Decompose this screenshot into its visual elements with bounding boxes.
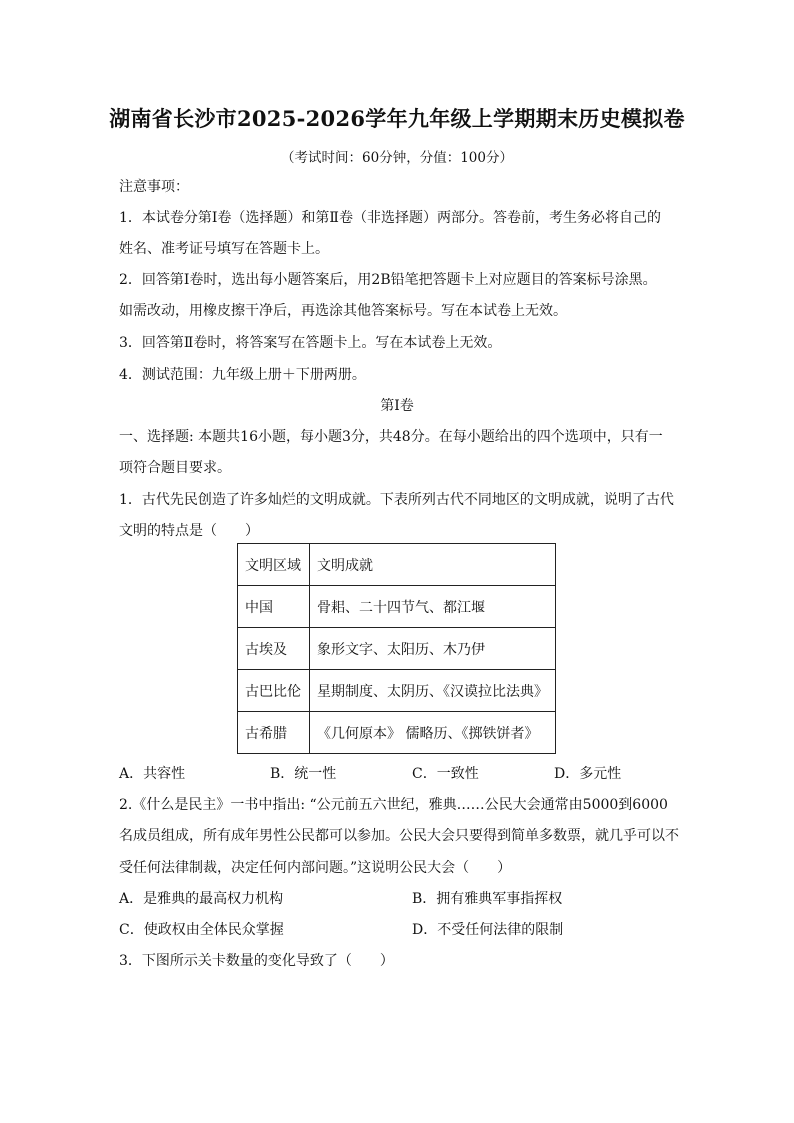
- table-cell: 古埃及: [238, 628, 310, 670]
- page-title: 湖南省长沙市2025-2026学年九年级上学期期末历史模拟卷: [109, 106, 685, 131]
- table-header: 文明成就: [310, 544, 556, 586]
- note-line: 姓名、准考证号填写在答题卡上。: [119, 241, 329, 257]
- question-1-option-d: D．多元性: [554, 766, 622, 782]
- question-1-option-c: C．一致性: [412, 766, 479, 782]
- note-line: 如需改动，用橡皮擦干净后，再选涂其他答案标号。写在本试卷上无效。: [119, 303, 567, 319]
- table-header: 文明区域: [238, 544, 310, 586]
- section-intro: 一、选择题: 本题共16小题，每小题3分，共48分。在每小题给出的四个选项中，只有一: [119, 429, 663, 445]
- question-1-stem: 1．古代先民创造了许多灿烂的文明成就。下表所列古代不同地区的文明成就，说明了古代: [119, 492, 674, 508]
- question-2-option-d: D．不受任何法律的限制: [412, 922, 564, 938]
- section-title: 第Ⅰ卷: [380, 398, 414, 414]
- note-line: 1．本试卷分第Ⅰ卷（选择题）和第Ⅱ卷（非选择题）两部分。答卷前，考生务必将自己的: [119, 210, 661, 226]
- question-2-option-a: A．是雅典的最高权力机构: [119, 891, 284, 907]
- question-1-stem: 文明的特点是（ ）: [119, 523, 259, 539]
- question-1-option-a: A．共容性: [119, 766, 186, 782]
- question-2-stem: 名成员组成，所有成年男性公民都可以参加。公民大会只要得到简单多数票，就几乎可以不: [119, 828, 679, 844]
- question-2-stem: 2.《什么是民主》一书中指出: “公元前五六世纪，雅典……公民大会通常由5000到6000: [119, 797, 668, 813]
- note-line: 4．测试范围：九年级上册＋下册两册。: [119, 367, 366, 383]
- table-cell: 古希腊: [238, 712, 310, 754]
- table-row: [238, 628, 556, 670]
- note-line: 3．回答第Ⅱ卷时，将答案写在答题卡上。写在本试卷上无效。: [119, 335, 502, 351]
- notes-heading: 注意事项：: [119, 179, 189, 195]
- table-cell: 古巴比伦: [238, 670, 310, 712]
- exam-info: （考试时间：60分钟，分值：100分）: [281, 150, 513, 166]
- table-cell: 《几何原本》 儒略历、《掷铁饼者》: [310, 712, 556, 754]
- question-2-option-b: B．拥有雅典军事指挥权: [412, 891, 563, 907]
- question-2-option-c: C．使政权由全体民众掌握: [119, 922, 284, 938]
- table-cell: 星期制度、太阴历、《汉谟拉比法典》: [310, 670, 556, 712]
- table-cell: 象形文字、太阳历、木乃伊: [310, 628, 556, 670]
- question-1-option-b: B．统一性: [270, 766, 337, 782]
- table-cell: 中国: [238, 586, 310, 628]
- question-2-stem: 受任何法律制裁，决定任何内部问题。”这说明公民大会（ ）: [119, 860, 512, 876]
- table-row: [238, 670, 556, 712]
- note-line: 2．回答第Ⅰ卷时，选出每小题答案后，用2B铅笔把答题卡上对应题目的答案标号涂黑。: [119, 272, 657, 288]
- table-row: [238, 586, 556, 628]
- table-header-row: [238, 544, 556, 586]
- table-row: [238, 712, 556, 754]
- table-cell: 骨耜、二十四节气、都江堰: [310, 586, 556, 628]
- question-3-stem: 3．下图所示关卡数量的变化导致了（ ）: [119, 953, 394, 969]
- section-intro: 项符合题目要求。: [119, 460, 231, 476]
- civilization-table: [237, 543, 556, 754]
